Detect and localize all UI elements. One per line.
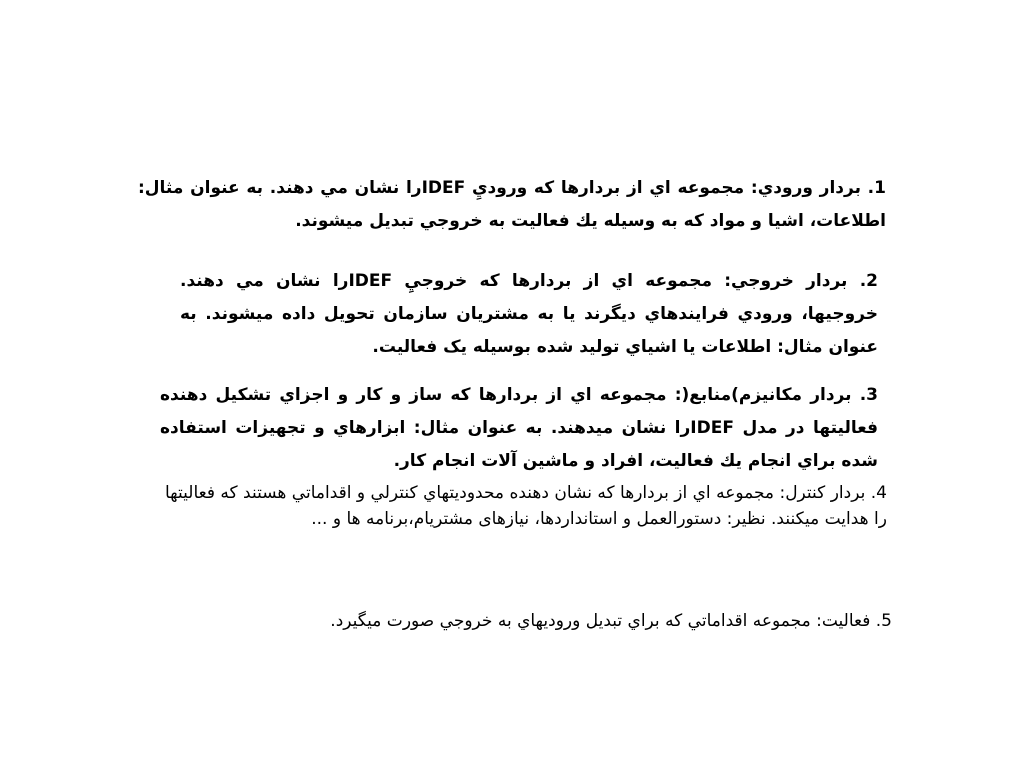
activity-paragraph: 5. فعاليت: مجموعه اقداماتي كه براي تبديل وروديهاي به خروجي صورت ميگيرد. bbox=[330, 611, 892, 631]
output-arrow-paragraph: 2. بردار خروجي: مجموعه اي از بردارها كه خروجيِ IDEFرا نشان مي دهند. خروجيها، ورودي فرايندهاي ديگرند يا به مشتريان سازمان تحويل داده ميشوند. به عنوان مثال: اطلاعات يا اشياي توليد شده بوسيله یک فعالیت. bbox=[180, 271, 878, 357]
control-arrow-paragraph: 4. بردار كنترل: مجموعه اي از بردارها كه نشان دهنده محدوديتهاي كنترلي و اقداماتي هستند كه فعاليتها را هدايت ميكنند. نظير: دستورالعمل و استانداردها، نیازهای مشتریام،برنامه ها و ... bbox=[165, 483, 887, 529]
input-arrow-paragraph: 1. بردار ورودي: مجموعه اي از بردارها كه وروديِ IDEFرا نشان مي دهند. به عنوان مثال: اطلاعات، اشيا و مواد كه به وسيله يك فعاليت به خروجي تبديل ميشوند. bbox=[138, 178, 886, 231]
mechanism-arrow-paragraph: 3. بردار مكانيزم)منابع(: مجموعه اي از بردارها كه ساز و كار و اجزاي تشكيل دهنده فعاليتها در مدل IDEFرا نشان ميدهند. به عنوان مثال: ابزارهاي و تجهيزات استفاده شده براي انجام يك فعاليت، افراد و ماشين آلات انجام كار. bbox=[160, 385, 878, 471]
